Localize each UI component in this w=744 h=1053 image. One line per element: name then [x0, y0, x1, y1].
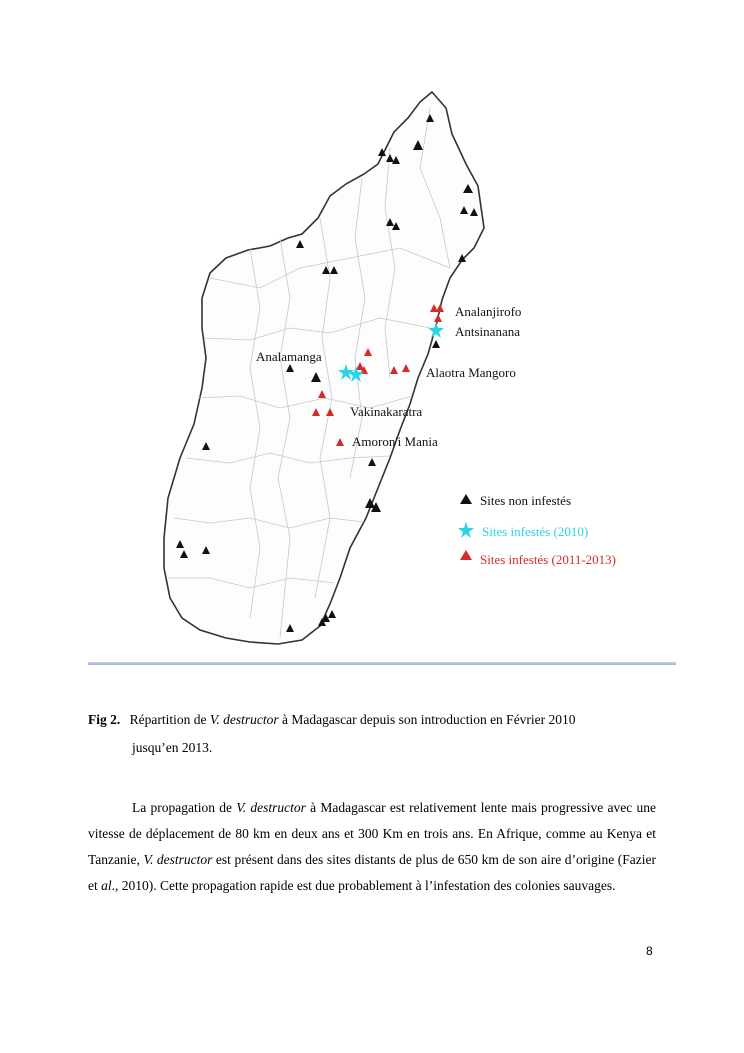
legend-item-1: Sites non infestés	[480, 493, 572, 508]
legend-red-triangle-icon	[460, 550, 472, 560]
madagascar-map	[150, 78, 680, 658]
caption-species: V. destructor	[209, 712, 279, 727]
label-analanjirofo: Analanjirofo	[455, 304, 522, 319]
legend-black-triangle-icon	[460, 494, 472, 504]
figure-separator	[88, 662, 676, 665]
page-number: 8	[646, 944, 653, 958]
paragraph-text-3: est présent dans des sites distants de plus de 650 km de son aire d’origine (Fazier et	[88, 852, 656, 893]
caption-text-1: Répartition de	[129, 712, 210, 727]
paragraph-species-1: V. destructor	[236, 800, 306, 815]
madagascar-map-figure	[150, 78, 680, 658]
figure-caption	[88, 710, 668, 758]
caption-text-2: à Madagascar depuis son introduction en Février 2010	[278, 712, 576, 727]
label-alaotra-mangoro: Alaotra Mangoro	[426, 365, 516, 380]
label-analamanga: Analamanga	[256, 349, 322, 364]
legend-cyan-star-icon	[458, 522, 474, 538]
paragraph-text-2: à Madagascar est relativement lente mais progressive avec une vitesse de déplacement de 80 km en deux ans et 300 Km en trois ans. En Afrique, comme au Kenya et Tanzanie,	[88, 800, 656, 867]
legend-item-2: Sites infestés (2010)	[482, 524, 589, 539]
caption-line-2: jusqu’en 2013.	[132, 740, 213, 755]
site-marker	[328, 610, 336, 618]
caption-label: Fig 2.	[88, 712, 121, 727]
paragraph-text-1: La propagation de	[132, 800, 237, 815]
label-amoroni-mania: Amoron'i Mania	[352, 434, 438, 449]
legend-item-3: Sites infestés (2011-2013)	[480, 552, 617, 567]
paragraph-al: al	[101, 878, 112, 893]
paragraph-species-2: V. destructor	[143, 852, 213, 867]
label-vakinakaratra: Vakinakaratra	[350, 404, 423, 419]
paragraph-text-4: ., 2010). Cette propagation rapide est due probablement à l’infestation des colonies sauvages.	[111, 878, 616, 893]
label-antsinanana: Antsinanana	[455, 324, 520, 339]
map-legend	[458, 493, 616, 567]
body-paragraph	[88, 795, 656, 899]
site-marker	[432, 340, 440, 348]
